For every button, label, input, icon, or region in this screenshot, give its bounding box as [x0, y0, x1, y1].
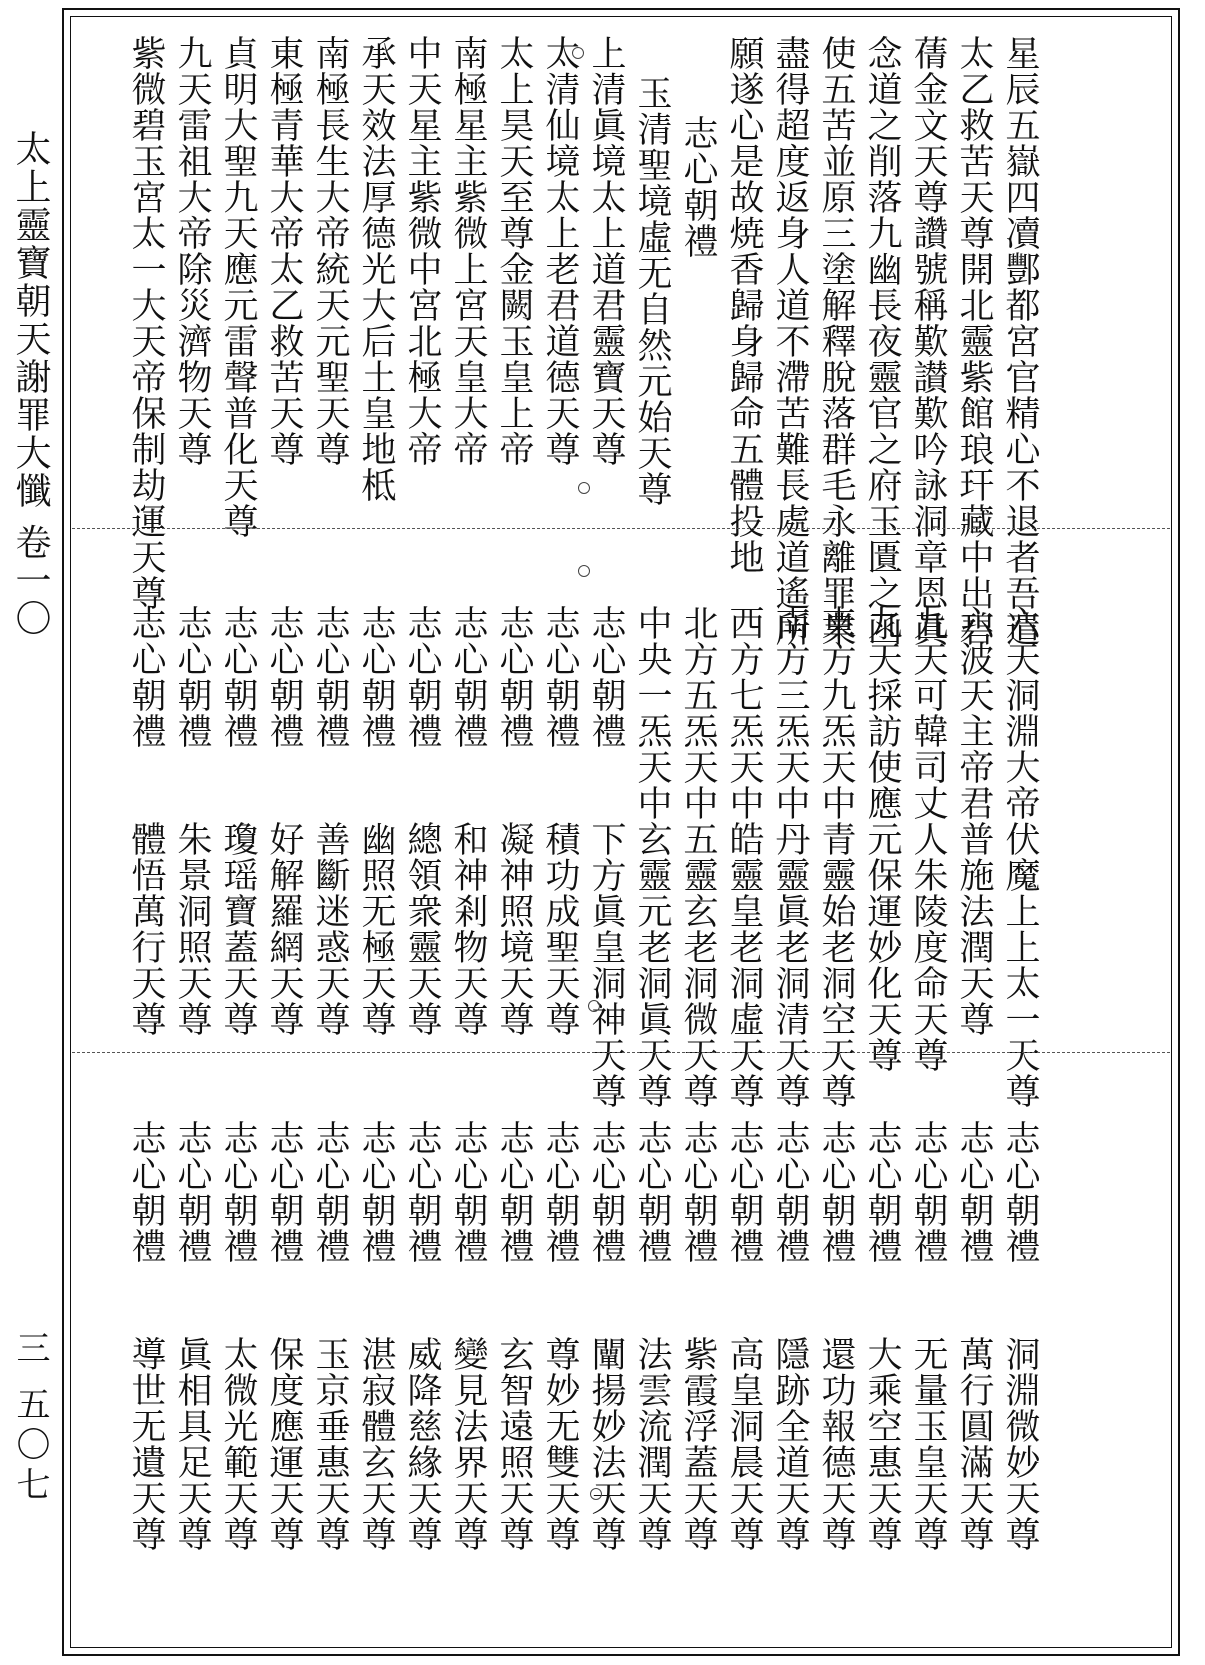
- text-column: 志心朝禮 萬行圓滿天尊: [954, 1120, 994, 1552]
- text-column: 志心朝禮 下方眞皇洞神天尊: [586, 605, 626, 1109]
- binding-ring-mark: [590, 1488, 602, 1500]
- text-column: 玉清聖境虛无自然元始天尊: [632, 75, 672, 507]
- text-column: 志心朝禮 高皇洞晨天尊: [724, 1120, 764, 1552]
- page-number: 三 五〇七: [10, 1330, 50, 1507]
- text-column: 西方七炁天中皓靈皇老洞虛天尊: [724, 605, 764, 1109]
- text-column: 志心朝禮 闡揚妙法天尊: [586, 1120, 626, 1552]
- panel-bottom: [100, 1120, 1040, 1552]
- binding-ring-mark: [588, 1000, 600, 1012]
- text-column: 星辰五嶽四凟酆都宮官精心不退者吾遣: [1000, 35, 1040, 647]
- text-column: 志心朝禮 積功成聖天尊: [540, 605, 580, 1037]
- text-column: 志心朝禮 法雲流潤天尊: [632, 1120, 672, 1552]
- text-column: 志心朝禮 體悟萬行天尊: [126, 605, 166, 1037]
- running-title: 太上靈寶朝天謝罪大懺 卷一〇: [10, 130, 51, 638]
- text-column: 盡得超度返身人道不滯苦難長處道遙所: [770, 35, 810, 647]
- text-column: 志心朝禮 隱跡全道天尊: [770, 1120, 810, 1552]
- text-column: 九天採訪使應元保運妙化天尊: [862, 605, 902, 1073]
- text-column: 太乙救苦天尊開北靈紫館琅玕藏中出碧: [954, 35, 994, 647]
- binding-ring-mark: [578, 482, 590, 494]
- text-column: 東極青華大帝太乙救苦天尊: [264, 35, 304, 467]
- text-column: 志心朝禮 紫霞浮蓋天尊: [678, 1120, 718, 1552]
- text-column: 六波天主帝君普施法潤天尊: [954, 605, 994, 1037]
- text-column: 太上昊天至尊金闕玉皇上帝: [494, 35, 534, 467]
- text-column: 志心朝禮 幽照无極天尊: [356, 605, 396, 1037]
- text-column: 志心朝禮 還功報德天尊: [816, 1120, 856, 1552]
- text-column: 志心朝禮 變見法界天尊: [448, 1120, 488, 1552]
- text-column: 中天星主紫微中宮北極大帝: [402, 35, 442, 467]
- text-column: 蒨金文天尊讚號稱歎讃歎吟詠洞章恩眞: [908, 35, 948, 647]
- text-column: 六天洞淵大帝伏魔上上太一天尊: [1000, 605, 1040, 1109]
- text-column: 貞明大聖九天應元雷聲普化天尊: [218, 35, 258, 539]
- text-column: 紫微碧玉宮太一大天帝保制劫運天尊: [126, 35, 166, 611]
- text-column: 志心朝禮 玄智遠照天尊: [494, 1120, 534, 1552]
- panel-middle: [100, 605, 1040, 1109]
- panel-top: [100, 35, 1040, 647]
- text-column: 九天可韓司丈人朱陵度命天尊: [908, 605, 948, 1073]
- text-column: 九天雷祖大帝除災濟物天尊: [172, 35, 212, 467]
- text-column: 志心朝禮 尊妙无雙天尊: [540, 1120, 580, 1552]
- text-column: 志心朝禮 太微光範天尊: [218, 1120, 258, 1552]
- binding-ring-mark: [572, 47, 584, 59]
- text-column: 志心朝禮 大乘空惠天尊: [862, 1120, 902, 1552]
- heading-column: 志心朝禮: [678, 115, 718, 259]
- text-column: 志心朝禮 導世无遺天尊: [126, 1120, 166, 1552]
- text-column: 中央一炁天中玄靈元老洞眞天尊: [632, 605, 672, 1109]
- sheet-divider: [72, 528, 1170, 529]
- text-column: 志心朝禮 和神剎物天尊: [448, 605, 488, 1037]
- text-column: 願遂心是故焼香歸身歸命五體投地: [724, 35, 764, 575]
- text-column: 念道之削落九幽長夜靈官之府玉匱之函: [862, 35, 902, 647]
- sheet-divider: [72, 1052, 1170, 1053]
- text-column: 志心朝禮 瓊瑶寶蓋天尊: [218, 605, 258, 1037]
- text-column: 東方九炁天中青靈始老洞空天尊: [816, 605, 856, 1109]
- text-column: 志心朝禮 保度應運天尊: [264, 1120, 304, 1552]
- text-column: 志心朝禮 玉京垂惠天尊: [310, 1120, 350, 1552]
- text-column: 南極星主紫微上宮天皇大帝: [448, 35, 488, 467]
- text-column: 志心朝禮 威降慈緣天尊: [402, 1120, 442, 1552]
- text-column: 志心朝禮 湛寂體玄天尊: [356, 1120, 396, 1552]
- text-column: 承天效法厚德光大后土皇地柢: [356, 35, 396, 503]
- text-column: 使五苦並原三塗解釋脫落群毛永離罪業: [816, 35, 856, 647]
- text-column: 志心朝禮 總領衆靈天尊: [402, 605, 442, 1037]
- text-column: 太清仙境太上老君道德天尊: [540, 35, 580, 467]
- text-column: 南極長生大帝統天元聖天尊: [310, 35, 350, 467]
- text-column: 志心朝禮 眞相具足天尊: [172, 1120, 212, 1552]
- text-column: 志心朝禮 无量玉皇天尊: [908, 1120, 948, 1552]
- text-column: 志心朝禮 洞淵微妙天尊: [1000, 1120, 1040, 1552]
- text-column: 北方五炁天中五靈玄老洞微天尊: [678, 605, 718, 1109]
- text-column: 志心朝禮 朱景洞照天尊: [172, 605, 212, 1037]
- text-column: 上清眞境太上道君靈寶天尊: [586, 35, 626, 467]
- text-column: 南方三炁天中丹靈眞老洞清天尊: [770, 605, 810, 1109]
- text-column: 志心朝禮 好解羅網天尊: [264, 605, 304, 1037]
- text-column: 志心朝禮 凝神照境天尊: [494, 605, 534, 1037]
- binding-ring-mark: [578, 565, 590, 577]
- text-column: 志心朝禮 善斷迷惑天尊: [310, 605, 350, 1037]
